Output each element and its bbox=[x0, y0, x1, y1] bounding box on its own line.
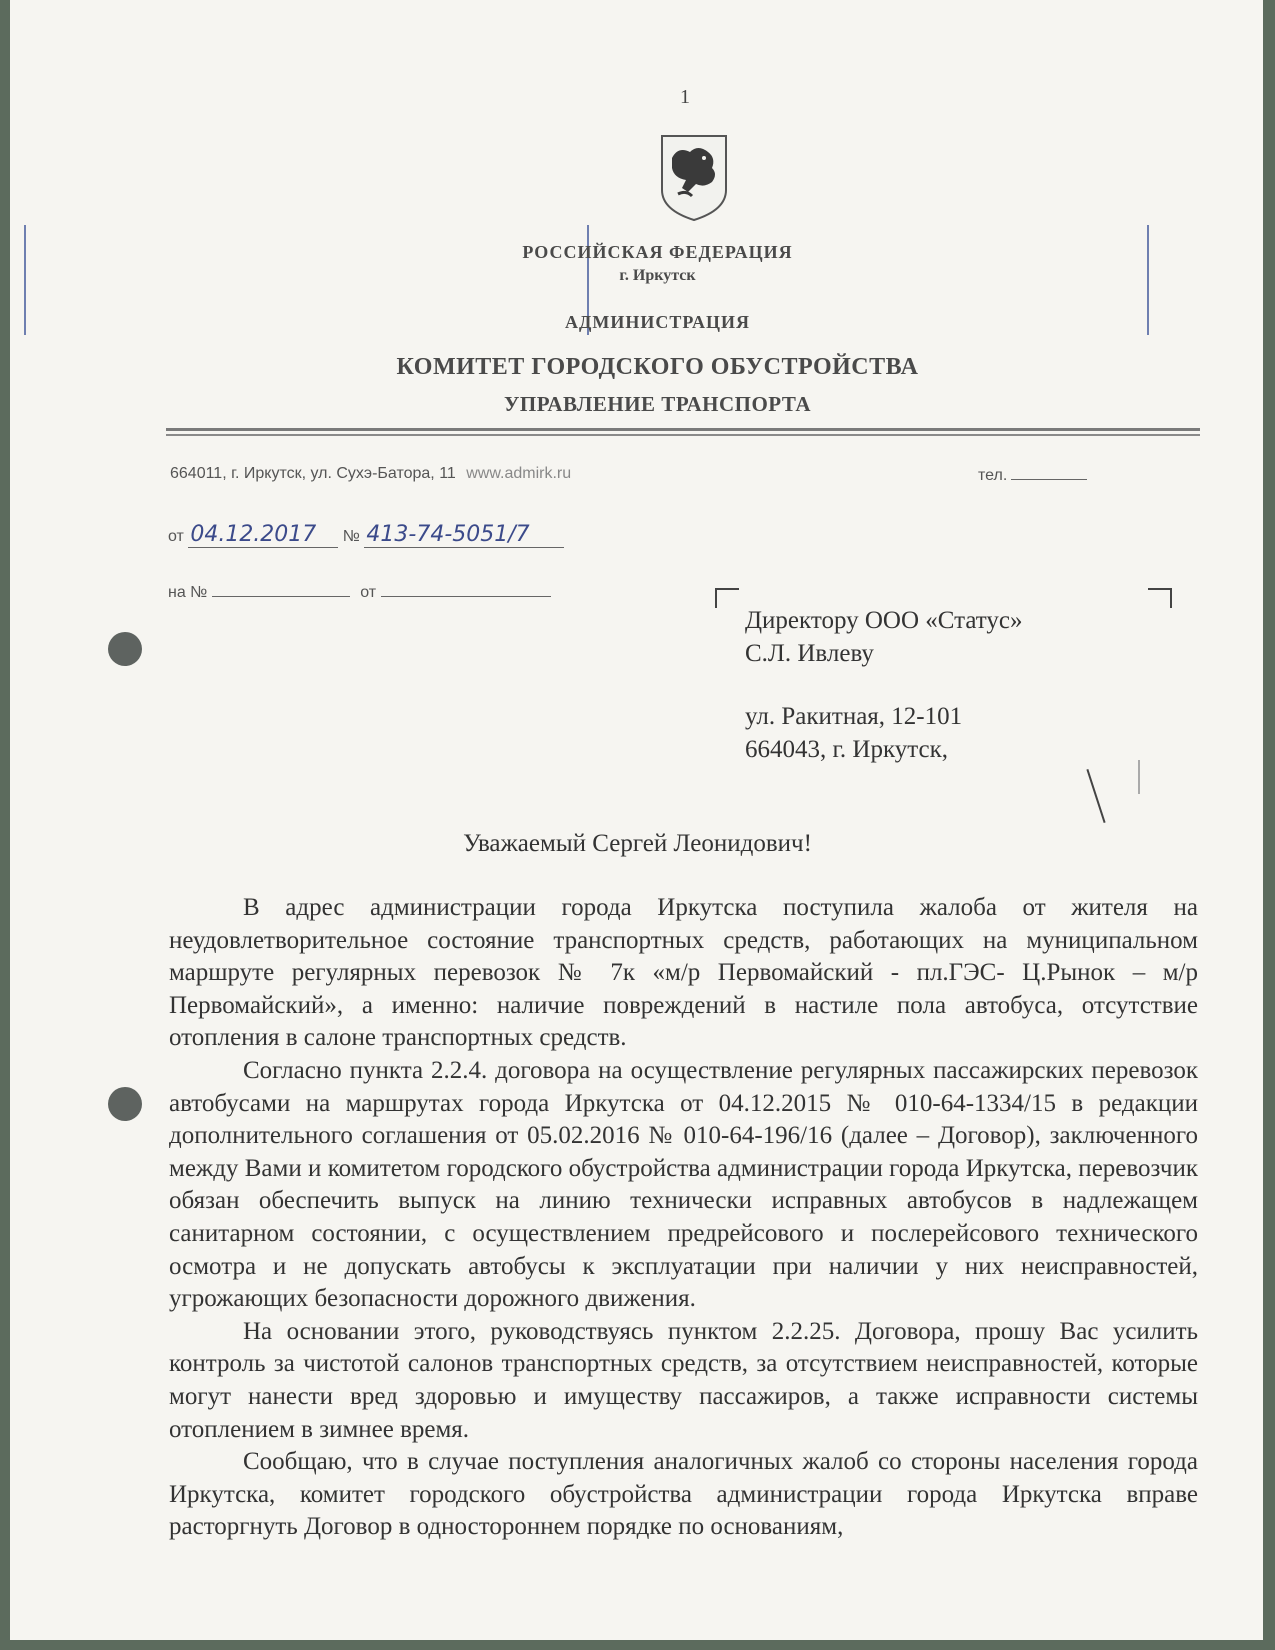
sender-address bbox=[170, 465, 571, 483]
reference-number-label: на № bbox=[168, 584, 208, 601]
tel-label: тел. bbox=[978, 467, 1008, 484]
administration-heading: АДМИНИСТРАЦИЯ bbox=[564, 312, 751, 332]
reference-row bbox=[168, 582, 551, 602]
number-label: № bbox=[342, 528, 360, 545]
handwritten-number: 413-74-5051/7 bbox=[364, 522, 564, 548]
recipient-block bbox=[745, 604, 1023, 766]
recipient-city: 664043, г. Иркутск, bbox=[745, 736, 949, 763]
body-paragraph: Согласно пункта 2.2.4. договора на осуществление регулярных пассажирских перевозок автобусами на маршрутах города Иркутска от 04.12.2015 № 010-64-1334/15 в редакции дополнительного соглашения от 05.02.2016 № 010-64-196/16 (далее – Договор), заключенного между Вами и комитетом городского обустройства администрации города Иркутска, перевозчик обязан обеспечить выпуск на линию технически исправных автобусов в надлежащем санитарном состоянии, с осуществлением предрейсового и послерейсового технического осмотра и не допускать автобусы к эксплуатации при наличии у них неисправностей, угрожающих безопасности дорожного движения. bbox=[169, 1056, 1198, 1313]
recipient-street: ул. Ракитная, 12-101 bbox=[745, 703, 963, 730]
punch-hole-icon bbox=[108, 632, 142, 666]
letter-body bbox=[169, 892, 1198, 1544]
pen-mark bbox=[1086, 769, 1105, 823]
body-paragraph: В адрес администрации города Иркутска поступила жалоба от жителя на неудовлетворительное состояние транспортных средств, работающих на муниципальном маршруте регулярных перевозок № 7к «м/р Первомайский - пл.ГЭС- Ц.Рынок – м/р Первомайский», а именно: наличие повреждений в настиле пола автобуса, отсутствие отопления в салоне транспортных средств. bbox=[169, 894, 1198, 1052]
tel-blank bbox=[1011, 465, 1087, 480]
outgoing-number-row bbox=[168, 522, 564, 548]
city-heading: г. Иркутск bbox=[619, 267, 696, 284]
address-corner-mark bbox=[1148, 588, 1172, 608]
scan-edge-bottom bbox=[0, 1640, 1275, 1650]
address-text: 664011, г. Иркутск, ул. Сухэ-Батора, 11 bbox=[170, 465, 456, 482]
reference-date-label: от bbox=[360, 584, 377, 601]
recipient-title: Директору ООО «Статус» bbox=[745, 607, 1023, 634]
department-heading: УПРАВЛЕНИЕ ТРАНСПОРТА bbox=[503, 392, 812, 416]
handwritten-date: 04.12.2017 bbox=[188, 522, 338, 548]
country-heading: РОССИЙСКАЯ ФЕДЕРАЦИЯ bbox=[522, 242, 793, 262]
recipient-name: С.Л. Ивлеву bbox=[745, 640, 874, 667]
letterhead-divider bbox=[166, 434, 1200, 436]
reference-date-blank bbox=[381, 582, 551, 597]
body-paragraph: Сообщаю, что в случае поступления аналогичных жалоб со стороны населения города Иркутска, комитет городского обустройства администрации города Иркутска вправе расторгнуть Договор в одностороннем порядке по основаниям, bbox=[169, 1448, 1198, 1541]
address-corner-mark bbox=[715, 588, 739, 608]
committee-heading: КОМИТЕТ ГОРОДСКОГО ОБУСТРОЙСТВА bbox=[396, 354, 919, 380]
letterhead-divider bbox=[166, 428, 1200, 431]
page-number: 1 bbox=[680, 86, 690, 108]
telephone-field bbox=[978, 465, 1087, 485]
website-text: www.admirk.ru bbox=[466, 465, 572, 482]
punch-hole-icon bbox=[108, 1087, 142, 1121]
scan-artifact-line bbox=[1138, 760, 1140, 794]
reference-number-blank bbox=[212, 582, 350, 597]
salutation: Уважаемый Сергей Леонидович! bbox=[463, 830, 812, 857]
date-label: от bbox=[168, 528, 184, 545]
irkutsk-coat-of-arms-icon bbox=[658, 132, 730, 222]
body-paragraph: На основании этого, руководствуясь пунктом 2.2.25. Договора, прошу Вас усилить контроль за чистотой салонов транспортных средств, за отсутствием неисправностей, которые могут нанести вред здоровью и имуществу пассажиров, а также исправности системы отоплением в зимнее время. bbox=[169, 1317, 1198, 1443]
